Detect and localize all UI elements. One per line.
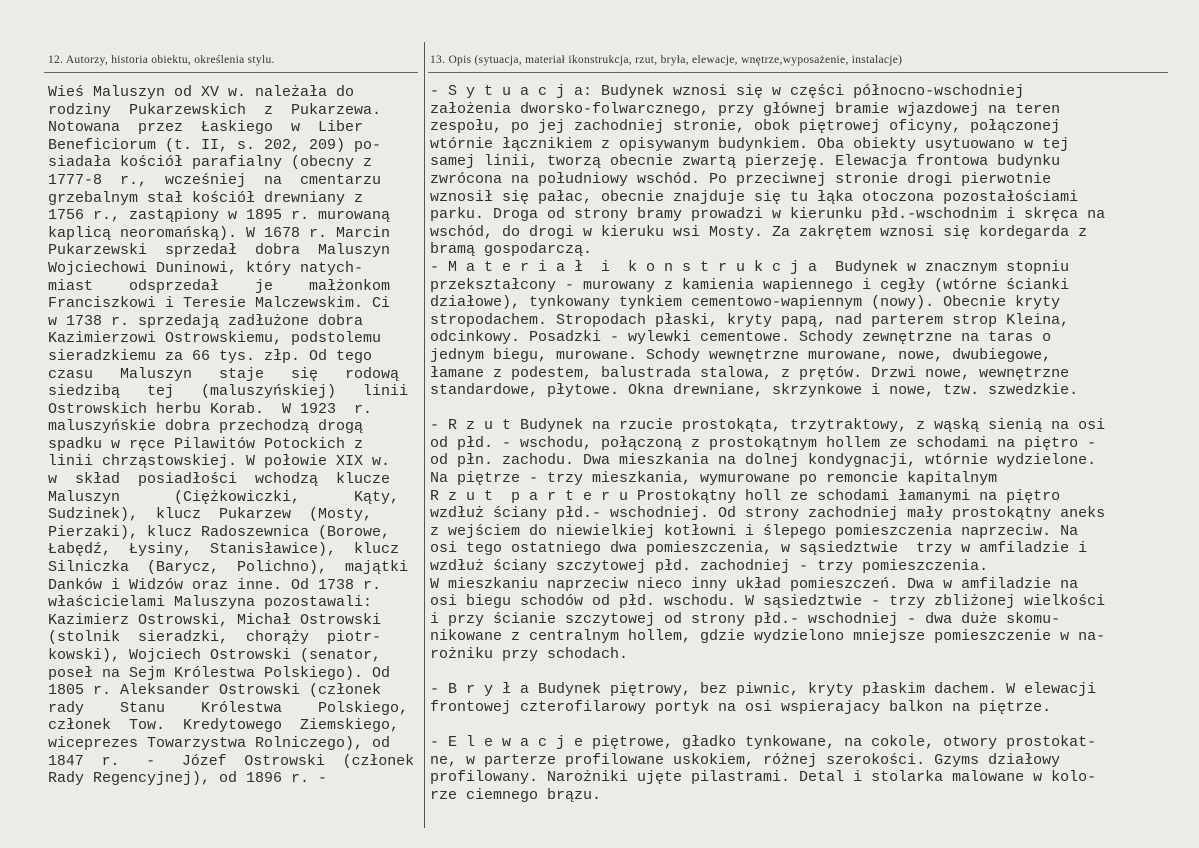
description-text-line: wznosił się pałac, obecnie znajduje się tu łąka otoczona pozostałościami [430, 188, 1079, 206]
column-divider [424, 42, 425, 828]
description-text-line: zespołu, po jej zachodniej stronie, obok piętrowej oficyny, połączonej [430, 118, 1061, 136]
description-text-line: zwrócona na południowy wschód. Po przeciwnej stronie drogi pierwotnie [430, 170, 1052, 188]
description-text-line: bramą gospodarczą. [430, 241, 593, 259]
description-text-line: odcinkowy. Posadzki - wylewki cementowe. Schody zewnętrzne na taras o [430, 329, 1052, 347]
history-text-line: Kazimierz Ostrowski, Michał Ostrowski [48, 611, 382, 629]
description-text-line: ne, w parterze profilowane uskokiem, różnej szerokości. Gzyms działowy [430, 751, 1061, 769]
description-text-line: wtórnie łącznikiem z opisywanym budynkiem. Oba obiekty usytuowano w tej [430, 135, 1070, 153]
paragraph-gap [430, 400, 1105, 418]
description-text-line: wzdłuż ściany szczytowej płd. zachodniej - trzy pomieszczenia. [430, 558, 989, 576]
history-text-line: 1847 r. - Józef Ostrowski (członek [48, 752, 415, 770]
history-text-line: Pierzaki), klucz Radoszewnica (Borowe, [48, 523, 391, 541]
history-text-line: siadała kościół parafialny (obecny z [48, 154, 373, 172]
section-12-header: 12. Autorzy, historia obiektu, określenia stylu. [48, 54, 275, 66]
history-text-line: (stolnik sieradzki, chorąży piotr- [48, 629, 382, 647]
description-text-line: profilowany. Narożniki ujęte pilastrami. Detal i stolarka malowane w kolo- [430, 769, 1097, 787]
history-text-line: czasu Maluszyn staje się rodową [48, 365, 400, 383]
description-text-line: W mieszkaniu naprzeciw nieco inny układ pomieszczeń. Dwa w amfiladzie na [430, 575, 1079, 593]
description-text-line: osi biegu schodów od płd. wschodu. W sąsiedztwie - trzy zbliżonej wielkości [430, 593, 1106, 611]
history-text-line: linii chrząstowskiej. W połowie XIX w. [48, 453, 391, 471]
history-text-line: Wieś Maluszyn od XV w. należała do [48, 84, 355, 101]
section-13-header: 13. Opis (sytuacja, materiał ikonstrukcja, rzut, bryła, elewacje, wnętrze,wyposażenie, instalacje) [430, 54, 903, 66]
description-text-line: działowe), tynkowany tynkiem cementowo-wapiennym (nowy). Obecnie kryty [430, 294, 1061, 312]
history-text-line: w skład posiadłości wchodzą klucze [48, 471, 391, 489]
history-text-line: Sudzinek), klucz Pukarzew (Mosty, [48, 506, 373, 524]
description-text-line: z wejściem do niewielkiej kotłowni i ślepego pomieszczenia naprzeciw. Na [430, 522, 1079, 540]
history-text-line: Rady Regencyjnej), od 1896 r. - [48, 770, 328, 788]
history-text-line: właścicielami Maluszyna pozostawali: [48, 594, 373, 612]
description-text-line: frontowej czterofilarowy portyk na osi wspierajacy balkon na piętrze. [430, 698, 1052, 716]
description-text-line: stropodachem. Stropodach płaski, kryty papą, nad parterem strop Kleina, [430, 311, 1070, 329]
history-text-line: kowski), Wojciech Ostrowski (senator, [48, 647, 382, 664]
history-text-line: członek Tow. Kredytowego Ziemskiego, [48, 717, 400, 735]
description-text-line: - S y t u a c j a: Budynek wznosi się w części północno-wschodniej [430, 83, 1025, 100]
history-text-line: Danków i Widzów oraz inne. Od 1738 r. [48, 576, 382, 594]
history-text-line: Franciszkowi i Teresie Malczewskim. Ci [48, 295, 391, 313]
description-text-line: założenia dworsko-folwarcznego, przy głównej bramie wjazdowej na teren [430, 100, 1061, 118]
history-text-column [48, 84, 417, 788]
history-text-line: 1756 r., zastąpiony w 1895 r. murowaną [48, 207, 391, 225]
description-text-line: samej linii, tworzą obecnie zwartą pierzeję. Elewacja frontowa budynku [430, 153, 1061, 171]
description-text-line: - B r y ł a Budynek piętrowy, bez piwnic, kryty płaskim dachem. W elewacji [430, 681, 1097, 699]
paragraph-gap [430, 664, 1105, 682]
description-text-line: wschód, do drogi w kieruku wsi Mosty. Za zakrętem wznosi się kordegarda z [430, 223, 1088, 241]
history-text-line: poseł na Sejm Królestwa Polskiego). Od [48, 664, 391, 682]
history-text-line: 1777-8 r., wcześniej na cmentarzu [48, 171, 382, 189]
header-rule-left [44, 72, 418, 73]
description-text-line: standardowe, płytowe. Okna drewniane, skrzynkowe i nowe, tzw. szwedzkie. [430, 382, 1079, 400]
description-text-line: wzdłuż ściany płd.- wschodniej. Od strony zachodniej mały prostokątny aneks [430, 505, 1106, 523]
history-text-line: rodziny Pukarzewskich z Pukarzewa. [48, 101, 382, 119]
history-text-line: Pukarzewski sprzedał dobra Maluszyn [48, 242, 391, 260]
description-text-line: parku. Droga od strony bramy prowadzi w kierunku płd.-wschodnim i skręca na [430, 206, 1106, 224]
history-text-line: miast odsprzedał je małżonkom [48, 277, 391, 295]
history-text-line: Łabędź, Łysiny, Stanisławice), klucz [48, 541, 400, 559]
header-rule-right [428, 72, 1168, 73]
history-text-line: Notowana przez Łaskiego w Liber [48, 119, 364, 137]
history-text-line: rady Stanu Królestwa Polskiego, [48, 699, 409, 717]
history-text-line: Silniczka (Barycz, Polichno), majątki [48, 559, 409, 577]
description-text-line: przekształcony - murowany z kamienia wapiennego i cegły (wtórne ścianki [430, 276, 1070, 294]
description-text-line: rze ciemnego brązu. [430, 786, 602, 804]
description-text-line: Na piętrze - trzy mieszkania, wymurowane po remoncie kapitalnym [430, 470, 998, 488]
history-text-line: Wojciechowi Duninowi, który natych- [48, 259, 364, 277]
history-text-line: siedzibą tej (maluszyńskiej) linii [48, 383, 409, 401]
paragraph-gap [430, 716, 1105, 734]
description-text-line: R z u t p a r t e r u Prostokątny holl ze schodami łamanymi na piętro [430, 487, 1061, 505]
history-text-line: Beneficiorum (t. II, s. 202, 209) po- [48, 136, 382, 154]
description-text-line: - R z u t Budynek na rzucie prostokąta, trzytraktowy, z wąską sienią na osi [430, 417, 1106, 435]
history-text-line: kaplicą neoromańską). W 1678 r. Marcin [48, 224, 391, 242]
history-text-line: maluszyńskie dobra przechodzą drogą [48, 418, 364, 436]
description-text-line: nikowane z centralnym hollem, gdzie wydzielono mniejsze pomieszczenie w na- [430, 628, 1106, 646]
history-text-line: spadku w ręce Pilawitów Potockich z [48, 435, 364, 453]
description-text-line: rożniku przy schodach. [430, 646, 629, 663]
description-text-column [430, 83, 1105, 804]
description-text-line: i przy ścianie szczytowej od strony płd.- wschodniej - dwa duże skomu- [430, 610, 1061, 628]
history-text-line: w 1738 r. sprzedają zadłużone dobra [48, 312, 364, 330]
history-text-line: 1805 r. Aleksander Ostrowski (członek [48, 682, 382, 700]
history-text-line: Kazimierzowi Ostrowskiemu, podstolemu [48, 330, 382, 348]
description-text-line: osi tego ostatniego dwa pomieszczenia, w sąsiedztwie trzy w amfiladzie i [430, 540, 1088, 558]
description-text-line: - E l e w a c j e piętrowe, gładko tynkowane, na cokole, otwory prostokat- [430, 733, 1097, 751]
description-text-line: jednym biegu, murowane. Schody wewnętrzne murowane, nowe, dwubiegowe, [430, 346, 1052, 364]
history-text-line: Maluszyn (Ciężkowiczki, Kąty, [48, 488, 400, 506]
history-text-line: grzebalnym stał kościół drewniany z [48, 189, 364, 207]
history-text-line: sieradzkiemu za 66 tys. złp. Od tego [48, 347, 373, 365]
history-text-line: wiceprezes Towarzystwa Rolniczego), od [48, 734, 391, 752]
description-text-line: łamane z podestem, balustrada stalowa, z prętów. Drzwi nowe, wewnętrzne [430, 364, 1070, 382]
description-text-line: od płn. zachodu. Dwa mieszkania na dolnej kondygnacji, wtórnie wydzielone. [430, 452, 1097, 470]
description-text-line: od płd. - wschodu, połączoną z prostokątnym hollem ze schodami na piętro - [430, 434, 1097, 452]
history-text-line: Ostrowskich herbu Korab. W 1923 r. [48, 400, 373, 418]
description-text-line: - M a t e r i a ł i k o n s t r u k c j a Budynek w znacznym stopniu [430, 258, 1070, 276]
